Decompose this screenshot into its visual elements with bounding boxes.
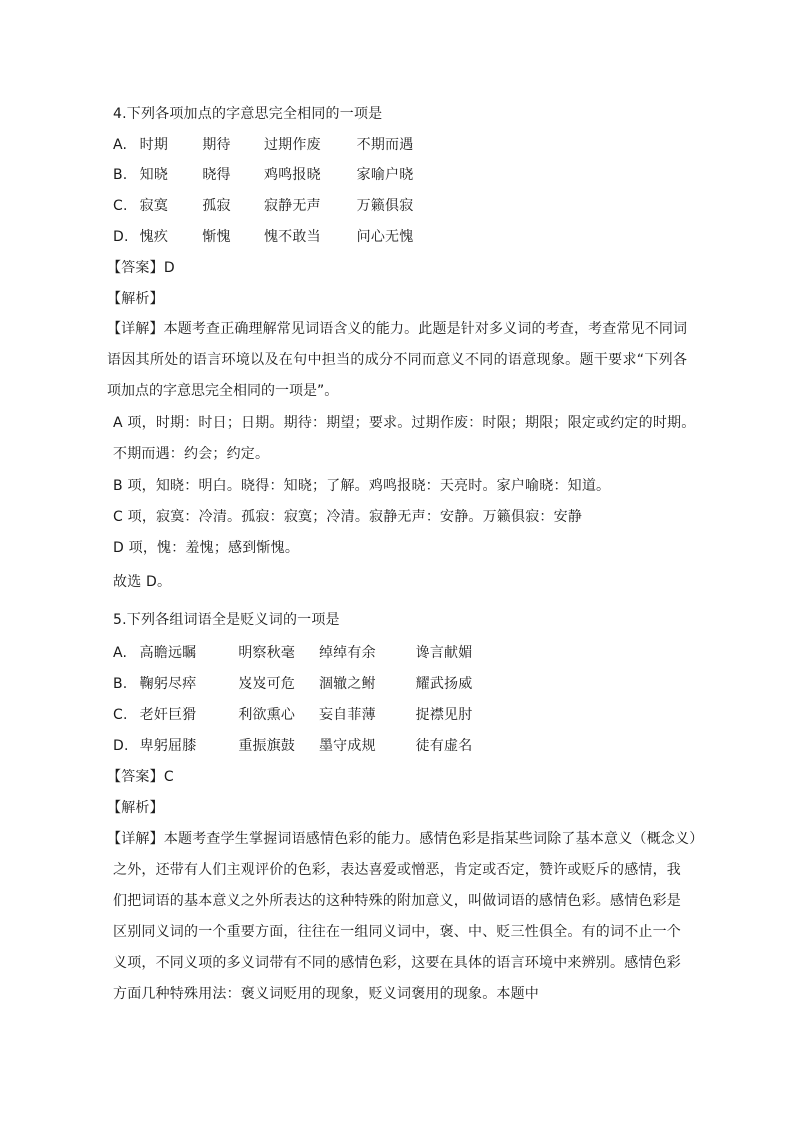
option-label: D. [113, 229, 129, 245]
q4-line-a2: 不期而遇：约会；约定。 [113, 446, 270, 462]
option-word: 高瞻远瞩 [139, 645, 197, 661]
q4-conclusion: 故选 D。 [113, 574, 172, 590]
option-word: 鞠躬尽瘁 [139, 676, 197, 692]
option-label: A. [113, 645, 128, 661]
q5-detail-line-5: 义项，不同义项的多义词带有不同的感情色彩，这要在具体的语言环境中来辨别。感情色彩 [113, 955, 681, 971]
q5-detail-line-2: 之外，还带有人们主观评价的色彩，表达喜爱或憎恶，肯定或否定，赞许或贬斥的感情，我 [113, 862, 681, 878]
q4-line-d: D 项，愧：羞愧；感到惭愧。 [113, 540, 300, 556]
detail-text: 本题考查正确理解常见词语含义的能力。此题是针对多义词的考查，考查常见不同词语因其所处的语言环境以及在句中担当的成分不同而意义不同的语意现象。题干要求“下列各项加点的字意思完全相同的一项是”。 [107, 321, 688, 399]
option-label: A. [113, 137, 128, 153]
option-word: 卑躬屈膝 [139, 738, 197, 754]
option-word: 时期 [139, 137, 169, 153]
q5-detail-line-1 [107, 829, 703, 849]
q4-option-a [113, 135, 413, 155]
q4-line-b: B 项，知晓：明白。晓得：知晓；了解。鸡鸣报晓：天亮时。家户喻晓：知道。 [113, 478, 611, 494]
q5-option-d [113, 736, 472, 756]
q5-detail-line-4: 区别同义词的一个重要方面，往往在一组同义词中，褒、中、贬三性俱全。有的词不止一个 [113, 924, 681, 940]
q4-line-a1: A 项，时期：时日；日期。期待：期望；要求。过期作废：时限；期限；限定或约定的时期。 [113, 415, 696, 431]
q5-option-b [113, 674, 472, 694]
q5-detail-line-6: 方面几种特殊用法：褒义词贬用的现象，贬义词褒用的现象。本题中 [113, 986, 539, 1002]
detail-tag: 【详解】 [107, 831, 164, 847]
option-word: 万籁俱寂 [356, 198, 414, 214]
option-word: 岌岌可危 [238, 676, 296, 692]
question-5-stem: 5.下列各组词语全是贬义词的一项是 [113, 612, 340, 628]
answer-tag: 【答案】 [107, 769, 164, 785]
option-word: 墨守成规 [318, 738, 376, 754]
answer-value: C [163, 769, 174, 785]
option-word: 鸡鸣报晓 [263, 167, 321, 183]
option-label: C. [113, 198, 128, 214]
q4-detail [107, 314, 687, 407]
q5-detail-line-3: 们把词语的基本意义之外所表达的这种特殊的附加意义，叫做词语的感情色彩。感情色彩是 [113, 893, 681, 909]
option-word: 老奸巨猾 [139, 707, 197, 723]
option-word: 愧不敢当 [263, 229, 321, 245]
q4-option-b [113, 165, 413, 185]
detail-tag: 【详解】 [107, 321, 164, 337]
q4-line-c: C 项，寂寞：冷清。孤寂：寂寞；冷清。寂静无声：安静。万籁俱寂：安静 [113, 509, 583, 525]
option-word: 谗言献媚 [415, 645, 473, 661]
question-4-stem: 4.下列各项加点的字意思完全相同的一项是 [113, 106, 383, 122]
option-word: 利欲熏心 [238, 707, 296, 723]
option-label: C. [113, 707, 128, 723]
option-word: 晓得 [202, 167, 231, 183]
option-word: 寂寞 [139, 198, 169, 214]
option-word: 不期而遇 [356, 137, 414, 153]
option-label: D. [113, 738, 129, 754]
option-word: 问心无愧 [356, 229, 414, 245]
q4-option-c [113, 196, 413, 216]
option-word: 孤寂 [202, 198, 231, 214]
option-word: 捉襟见肘 [415, 707, 473, 723]
option-word: 徒有虚名 [415, 738, 473, 754]
q4-analysis-tag: 【解析】 [107, 291, 164, 307]
answer-tag: 【答案】 [107, 260, 164, 276]
q5-option-c [113, 705, 472, 725]
option-word: 明察秋毫 [238, 645, 296, 661]
q5-answer [107, 767, 174, 787]
q5-analysis-tag: 【解析】 [107, 800, 164, 816]
q4-answer [107, 258, 175, 278]
option-word: 家喻户晓 [356, 167, 414, 183]
option-label: B. [113, 676, 128, 692]
option-label: B. [113, 167, 128, 183]
q4-option-d [113, 227, 413, 247]
option-word: 耀武扬威 [415, 676, 473, 692]
detail-text: 本题考查学生掌握词语感情色彩的能力。感情色彩是指某些词除了基本意义（概念义） [163, 831, 704, 847]
option-word: 期待 [202, 137, 231, 153]
option-word: 过期作废 [263, 137, 321, 153]
option-word: 妄自菲薄 [318, 707, 376, 723]
option-word: 绰绰有余 [318, 645, 376, 661]
option-word: 涸辙之鲋 [318, 676, 376, 692]
option-word: 寂静无声 [263, 198, 321, 214]
option-word: 愧疚 [139, 229, 169, 245]
q5-option-a [113, 643, 472, 663]
option-word: 惭愧 [202, 229, 231, 245]
answer-value: D [163, 260, 175, 276]
option-word: 知晓 [139, 167, 169, 183]
option-word: 重振旗鼓 [238, 738, 296, 754]
